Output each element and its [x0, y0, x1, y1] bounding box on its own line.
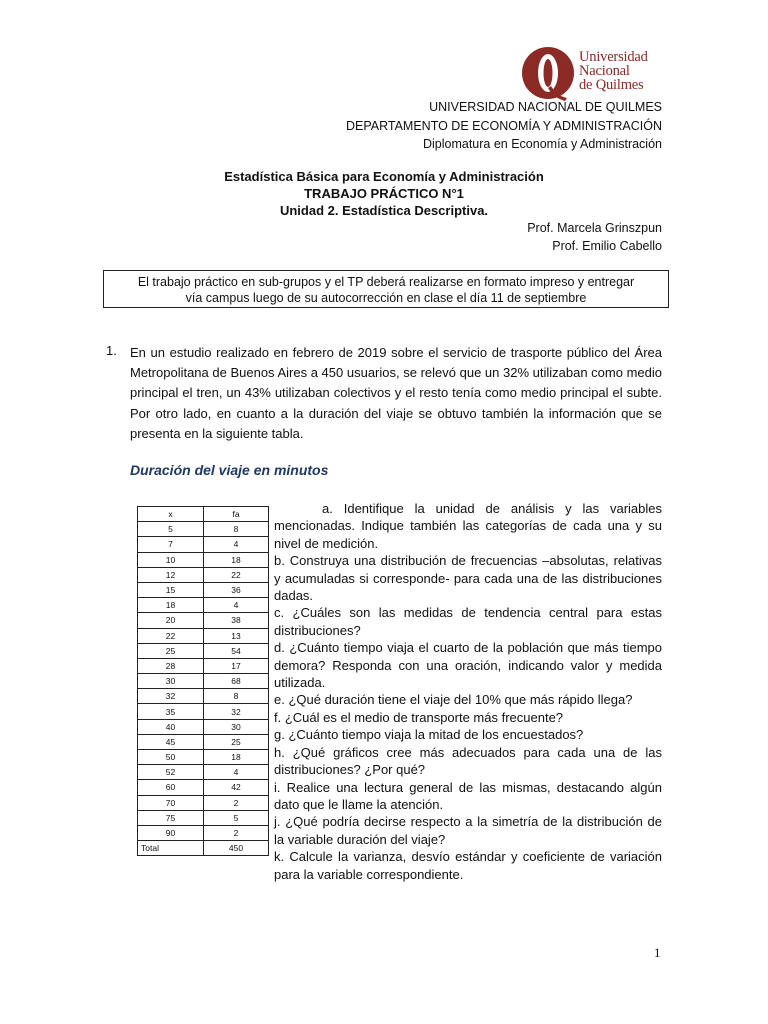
table-header-row: [138, 507, 269, 522]
table-row: [138, 567, 269, 582]
table-row: [138, 704, 269, 719]
table-row: [138, 825, 269, 840]
list-item: j. ¿Qué podría decirse respecto a la simetría de la distribución de la variable duración del viaje?: [274, 814, 662, 847]
table-row: [138, 598, 269, 613]
duration-cell: 15: [138, 582, 204, 597]
column-header: fa: [204, 507, 269, 522]
notice-line: vía campus luego de su autocorrección en clase el día 11 de septiembre: [185, 291, 587, 305]
frequency-cell: 36: [204, 582, 269, 597]
frequency-cell: 25: [204, 734, 269, 749]
table-row: [138, 674, 269, 689]
list-item: c. ¿Cuáles son las medidas de tendencia central para estas distribuciones?: [274, 605, 662, 638]
table-row: [138, 522, 269, 537]
frequency-cell: 54: [204, 643, 269, 658]
duration-cell: 35: [138, 704, 204, 719]
table-row: [138, 750, 269, 765]
assignment-title: TRABAJO PRÁCTICO N°1: [304, 186, 464, 201]
table-row: [138, 780, 269, 795]
table-row: [138, 810, 269, 825]
duration-cell: 10: [138, 552, 204, 567]
logo-line: Universidad: [579, 49, 648, 65]
university-name: UNIVERSIDAD NACIONAL DE QUILMES: [429, 100, 662, 114]
question-items: [274, 500, 662, 883]
page-number: 1: [654, 945, 661, 960]
duration-cell: 30: [138, 674, 204, 689]
logo-line: Nacional: [579, 63, 630, 79]
list-item: b. Construya una distribución de frecuencias –absolutas, relativas y acumuladas si corresponde- para cada una de las distribuciones dadas.: [274, 553, 662, 604]
total-label: Total: [138, 841, 204, 856]
list-item: k. Calcule la varianza, desvío estándar y coeficiente de variación para la variable correspondiente.: [274, 849, 662, 882]
duration-cell: 7: [138, 537, 204, 552]
table-row: [138, 795, 269, 810]
table-total-row: [138, 841, 269, 856]
duration-cell: 52: [138, 765, 204, 780]
table-row: [138, 537, 269, 552]
duration-cell: 60: [138, 780, 204, 795]
frequency-cell: 4: [204, 598, 269, 613]
frequency-cell: 13: [204, 628, 269, 643]
table-row: [138, 613, 269, 628]
frequency-cell: 2: [204, 795, 269, 810]
duration-cell: 20: [138, 613, 204, 628]
duration-cell: 28: [138, 658, 204, 673]
program-name: Diplomatura en Economía y Administración: [422, 137, 662, 151]
professor-name: Prof. Emilio Cabello: [552, 239, 662, 253]
quilmes-emblem-icon: [521, 46, 577, 102]
frequency-cell: 2: [204, 825, 269, 840]
duration-cell: 12: [138, 567, 204, 582]
duration-cell: 70: [138, 795, 204, 810]
duration-cell: 45: [138, 734, 204, 749]
duration-cell: 22: [138, 628, 204, 643]
frequency-cell: 8: [204, 522, 269, 537]
logo-line: de Quilmes: [579, 77, 644, 93]
university-logo: [521, 46, 671, 102]
list-item: f. ¿Cuál es el medio de transporte más frecuente?: [274, 709, 564, 725]
table-row: [138, 658, 269, 673]
frequency-cell: 42: [204, 780, 269, 795]
duration-cell: 90: [138, 825, 204, 840]
frequency-cell: 18: [204, 552, 269, 567]
total-value: 450: [204, 841, 269, 856]
frequency-cell: 38: [204, 613, 269, 628]
duration-cell: 32: [138, 689, 204, 704]
list-item: g. ¿Cuánto tiempo viaja la mitad de los encuestados?: [274, 727, 584, 743]
list-item: h. ¿Qué gráficos cree más adecuados para cada una de las distribuciones? ¿Por qué?: [274, 744, 662, 778]
department-name: DEPARTAMENTO DE ECONOMÍA Y ADMINISTRACIÓN: [345, 119, 662, 133]
frequency-cell: 4: [204, 765, 269, 780]
course-title: Estadística Básica para Economía y Administración: [224, 169, 544, 184]
table-row: [138, 734, 269, 749]
list-item: a. Identifique la unidad de análisis y las variables mencionadas. Indique también las categorías de cada una y su nivel de medición.: [274, 501, 662, 551]
table-row: [138, 689, 269, 704]
table-row: [138, 765, 269, 780]
professor-name: Prof. Marcela Grinszpun: [527, 221, 662, 235]
table-row: [138, 552, 269, 567]
frequency-cell: 30: [204, 719, 269, 734]
frequency-cell: 5: [204, 810, 269, 825]
notice-line: El trabajo práctico en sub-grupos y el TP deberá realizarse en formato impreso y entregar: [137, 275, 635, 289]
table-subtitle: Duración del viaje en minutos: [130, 462, 329, 478]
duration-cell: 75: [138, 810, 204, 825]
question-number: 1.: [106, 343, 117, 358]
list-item: e. ¿Qué duración tiene el viaje del 10% que más rápido llega?: [274, 692, 633, 708]
frequency-cell: 17: [204, 658, 269, 673]
frequency-cell: 68: [204, 674, 269, 689]
table-row: [138, 643, 269, 658]
unit-title: Unidad 2. Estadística Descriptiva.: [279, 203, 489, 218]
frequency-cell: 22: [204, 567, 269, 582]
table-row: [138, 628, 269, 643]
notice-box: [103, 270, 669, 308]
table-row: [138, 719, 269, 734]
duration-cell: 5: [138, 522, 204, 537]
table-row: [138, 582, 269, 597]
duration-cell: 40: [138, 719, 204, 734]
duration-cell: 18: [138, 598, 204, 613]
duration-cell: 50: [138, 750, 204, 765]
question-text: En un estudio realizado en febrero de 2019 sobre el servicio de trasporte público del Área Metropolitana de Buenos Aires a 450 usuarios, se relevó que un 32% utilizaban como medio principal el tren, un 43% utilizaban colectivos y el resto tenía como medio principal el subte. Por otro lado, en cuanto a la duración del viaje se obtuvo también la información que se presenta en la siguiente tabla.: [130, 345, 662, 441]
list-item: d. ¿Cuánto tiempo viaja el cuarto de la población que más tiempo demora? Responda con una oración, indicando valor y medida utilizada.: [274, 640, 662, 691]
frequency-cell: 18: [204, 750, 269, 765]
duration-cell: 25: [138, 643, 204, 658]
column-header: x: [138, 507, 204, 522]
frequency-cell: 8: [204, 689, 269, 704]
logo-text: [579, 50, 648, 92]
list-item: i. Realice una lectura general de las mismas, destacando algún dato que le llame la atención.: [274, 779, 662, 812]
frequency-cell: 32: [204, 704, 269, 719]
frequency-table: [137, 506, 269, 856]
frequency-cell: 4: [204, 537, 269, 552]
